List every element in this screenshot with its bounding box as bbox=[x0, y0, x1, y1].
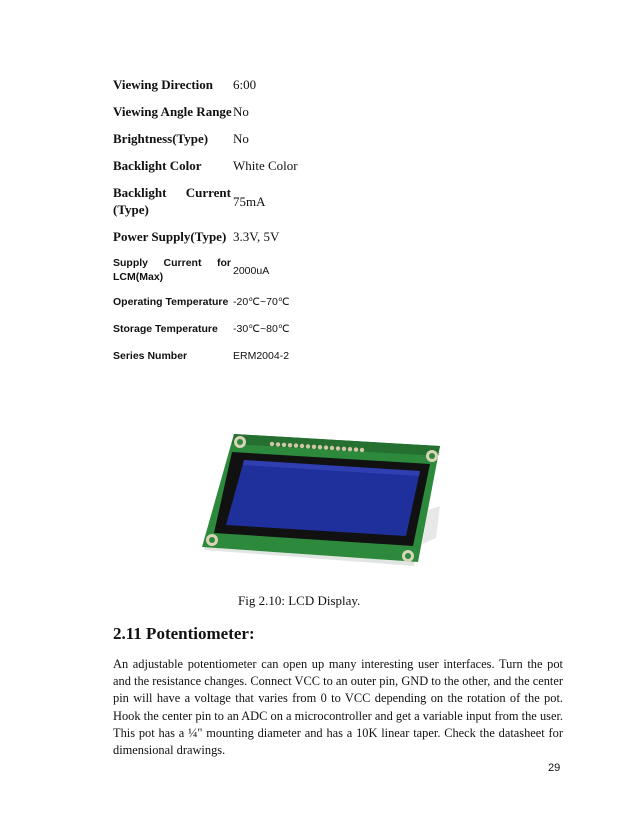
spec-value: -30℃~80℃ bbox=[233, 323, 290, 335]
spec-label: Backlight Color bbox=[113, 158, 202, 173]
figure-caption: Fig 2.10: LCD Display. bbox=[238, 593, 361, 608]
page-number: 29 bbox=[548, 762, 561, 774]
spec-value: ERM2004-2 bbox=[233, 350, 290, 362]
spec-label-part: Current bbox=[185, 185, 231, 200]
spec-label-part: for bbox=[217, 257, 231, 269]
spec-label-part: (Type) bbox=[113, 202, 149, 217]
spec-label: Series Number bbox=[113, 350, 188, 362]
spec-label: Brightness(Type) bbox=[113, 131, 209, 146]
spec-label: Operating Temperature bbox=[113, 296, 229, 308]
spec-value: 6:00 bbox=[233, 77, 257, 92]
lcd-module-illustration bbox=[200, 432, 450, 567]
spec-value: 2000uA bbox=[233, 265, 270, 277]
spec-label: Power Supply(Type) bbox=[113, 229, 227, 244]
spec-label: Viewing Angle Range bbox=[113, 104, 232, 119]
section-heading: 2.11 Potentiometer: bbox=[113, 624, 255, 643]
spec-label bbox=[113, 257, 231, 283]
spec-label-part: Backlight bbox=[113, 185, 167, 200]
spec-value: No bbox=[233, 131, 249, 146]
spec-label: Storage Temperature bbox=[113, 323, 218, 335]
spec-label-part: Supply bbox=[113, 257, 149, 269]
spec-label-part: LCM(Max) bbox=[113, 271, 164, 283]
spec-value: No bbox=[233, 104, 249, 119]
spec-value: 3.3V, 5V bbox=[233, 229, 280, 244]
spec-value: -20℃~70℃ bbox=[233, 296, 290, 308]
spec-value: White Color bbox=[233, 158, 298, 173]
spec-label bbox=[113, 185, 231, 218]
spec-label: Viewing Direction bbox=[113, 77, 214, 92]
spec-label-part: Current bbox=[163, 257, 202, 269]
lcd-display-image bbox=[200, 432, 450, 567]
body-paragraph: An adjustable potentiometer can open up many interesting user interfaces. Turn the pot and the resistance changes. Connect VCC to an outer pin, GND to the other, and the center pin will have a voltage that varies from 0 to VCC depending on the rotation of the pot. Hook the center pin to an ADC on a microcontroller and get a variable input from the user. This pot has a ¼" mounting diameter and has a 10K linear taper. Check the datasheet for dimensional drawings. bbox=[113, 657, 563, 758]
spec-value: 75mA bbox=[233, 194, 266, 209]
